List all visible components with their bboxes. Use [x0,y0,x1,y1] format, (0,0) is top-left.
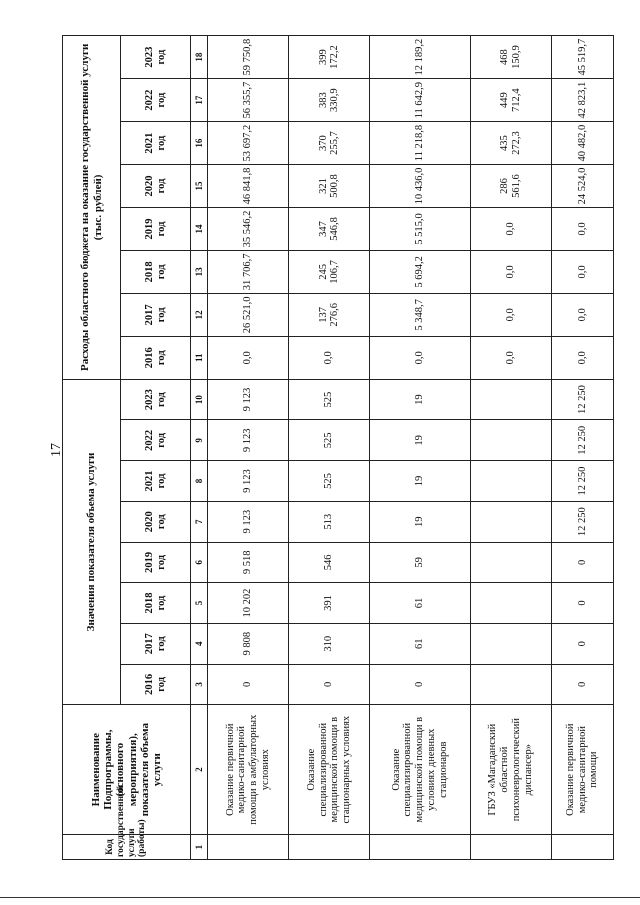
volume-cell: 0 [289,664,370,705]
header-exp-year: 2021 год [121,122,191,165]
row-code-cell [289,835,370,860]
volume-cell: 9 123 [208,379,289,420]
volume-cell: 310 [289,623,370,664]
expense-cell: 46 841,8 [208,165,289,208]
expense-cell: 0,0 [208,336,289,379]
expense-cell: 0,0 [470,336,551,379]
expense-cell: 0,0 [470,293,551,336]
column-index-row [191,36,208,860]
expense-cell: 53 697,2 [208,122,289,165]
expense-cell: 449 712,4 [470,79,551,122]
volume-cell: 61 [370,623,470,664]
expense-cell: 5 515,0 [370,207,470,250]
services-table [62,35,614,860]
volume-cell: 0 [551,583,613,624]
header-vol-year: 2021 год [121,461,191,502]
expense-cell: 399 172,2 [289,36,370,79]
header-exp-year: 2023 год [121,36,191,79]
row-code-cell [551,835,613,860]
expense-cell: 383 330,9 [289,79,370,122]
volume-cell: 0 [370,664,470,705]
volume-cell: 9 808 [208,623,289,664]
header-code: Код государственной услуги (работы) [63,835,191,860]
header-exp-year: 2017 год [121,293,191,336]
volume-cell [470,542,551,583]
row-code-cell [470,835,551,860]
index-cell: 7 [191,501,208,542]
expense-cell: 0,0 [370,336,470,379]
expense-cell: 5 348,7 [370,293,470,336]
index-cell: 8 [191,461,208,502]
expense-cell: 59 750,8 [208,36,289,79]
index-cell: 3 [191,664,208,705]
volume-cell: 391 [289,583,370,624]
table-row [370,36,470,860]
header-vol-year: 2018 год [121,583,191,624]
expense-cell: 286 561,6 [470,165,551,208]
scan-edge-line [0,897,640,898]
volume-cell: 546 [289,542,370,583]
expense-cell: 12 189,2 [370,36,470,79]
expense-cell: 370 255,7 [289,122,370,165]
table-row [208,36,289,860]
header-exp-year: 2019 год [121,207,191,250]
table-row [551,36,613,860]
page-number: 17 [49,443,64,457]
expense-cell: 0,0 [289,336,370,379]
table-row [470,36,551,860]
volume-cell: 19 [370,501,470,542]
header-name: Наименование Подпрограммы, (основного мероприятия), показателя объема услуги [63,705,191,835]
expense-cell: 40 482,0 [551,122,613,165]
expense-cell: 245 106,7 [289,250,370,293]
row-name-cell: Оказание специализированной медицинской помощи в условиях дневных стационаров [370,705,470,835]
header-exp-year: 2018 год [121,250,191,293]
index-cell: 9 [191,420,208,461]
row-code-cell [208,835,289,860]
volume-cell: 19 [370,420,470,461]
volume-cell: 9 518 [208,542,289,583]
index-cell: 1 [191,835,208,860]
volume-cell: 0 [551,623,613,664]
index-cell: 4 [191,623,208,664]
expense-cell: 42 823,1 [551,79,613,122]
index-cell: 16 [191,122,208,165]
volume-cell: 12 250 [551,420,613,461]
volume-cell [470,501,551,542]
rotated-table-container [62,35,614,860]
volume-cell: 19 [370,461,470,502]
volume-cell: 0 [208,664,289,705]
expense-cell: 35 546,2 [208,207,289,250]
index-cell: 5 [191,583,208,624]
volume-cell [470,623,551,664]
index-cell: 12 [191,293,208,336]
volume-cell: 513 [289,501,370,542]
volume-cell: 525 [289,461,370,502]
header-vol-year: 2016 год [121,664,191,705]
volume-cell: 9 123 [208,501,289,542]
volume-cell: 525 [289,379,370,420]
volume-cell: 9 123 [208,420,289,461]
expense-cell: 0,0 [551,250,613,293]
row-name-cell: ГБУЗ «Магаданский областной психоневрологический диспансер» [470,705,551,835]
volume-cell: 12 250 [551,501,613,542]
volume-cell: 10 202 [208,583,289,624]
volume-cell: 0 [551,542,613,583]
volume-cell: 61 [370,583,470,624]
index-cell: 14 [191,207,208,250]
header-expenses-group: Расходы областного бюджета на оказание государственной услуги (тыс. рублей) [63,36,121,380]
expense-cell: 5 694,2 [370,250,470,293]
expense-cell: 347 546,8 [289,207,370,250]
volume-cell [470,664,551,705]
header-vol-year: 2019 год [121,542,191,583]
volume-cell: 19 [370,379,470,420]
volume-cell: 525 [289,420,370,461]
expense-cell: 56 355,7 [208,79,289,122]
row-code-cell [370,835,470,860]
volume-cell: 0 [551,664,613,705]
index-cell: 13 [191,250,208,293]
expense-cell: 137 276,6 [289,293,370,336]
volume-cell [470,420,551,461]
header-exp-year: 2022 год [121,79,191,122]
volume-cell [470,461,551,502]
expense-cell: 435 272,3 [470,122,551,165]
header-exp-year: 2020 год [121,165,191,208]
expense-cell: 31 706,7 [208,250,289,293]
index-cell: 15 [191,165,208,208]
index-cell: 17 [191,79,208,122]
volume-cell: 12 250 [551,461,613,502]
index-cell: 6 [191,542,208,583]
expense-cell: 10 436,0 [370,165,470,208]
volume-cell [470,379,551,420]
header-vol-year: 2017 год [121,623,191,664]
volume-cell: 12 250 [551,379,613,420]
expense-cell: 0,0 [551,207,613,250]
expense-cell: 11 642,9 [370,79,470,122]
header-volume-group: Значения показателя объема услуги [63,379,121,704]
expense-cell: 0,0 [551,336,613,379]
expense-cell: 0,0 [551,293,613,336]
expense-cell: 321 500,8 [289,165,370,208]
expense-cell: 24 524,0 [551,165,613,208]
row-name-cell: Оказание первичной медико-санитарной помощи в амбулаторных условиях [208,705,289,835]
index-cell: 11 [191,336,208,379]
expense-cell: 0,0 [470,250,551,293]
header-vol-year: 2023 год [121,379,191,420]
expense-cell: 45 519,7 [551,36,613,79]
expense-cell: 11 218,8 [370,122,470,165]
volume-cell [470,583,551,624]
index-cell: 18 [191,36,208,79]
volume-cell: 9 123 [208,461,289,502]
volume-cell: 59 [370,542,470,583]
row-name-cell: Оказание специализированной медицинской помощи в стационарных условиях [289,705,370,835]
index-cell: 10 [191,379,208,420]
header-vol-year: 2020 год [121,501,191,542]
header-vol-year: 2022 год [121,420,191,461]
index-cell: 2 [191,705,208,835]
table-row [289,36,370,860]
expense-cell: 468 150,9 [470,36,551,79]
header-exp-year: 2016 год [121,336,191,379]
expense-cell: 0,0 [470,207,551,250]
expense-cell: 26 521,0 [208,293,289,336]
row-name-cell: Оказание первичной медико-санитарной помощи [551,705,613,835]
